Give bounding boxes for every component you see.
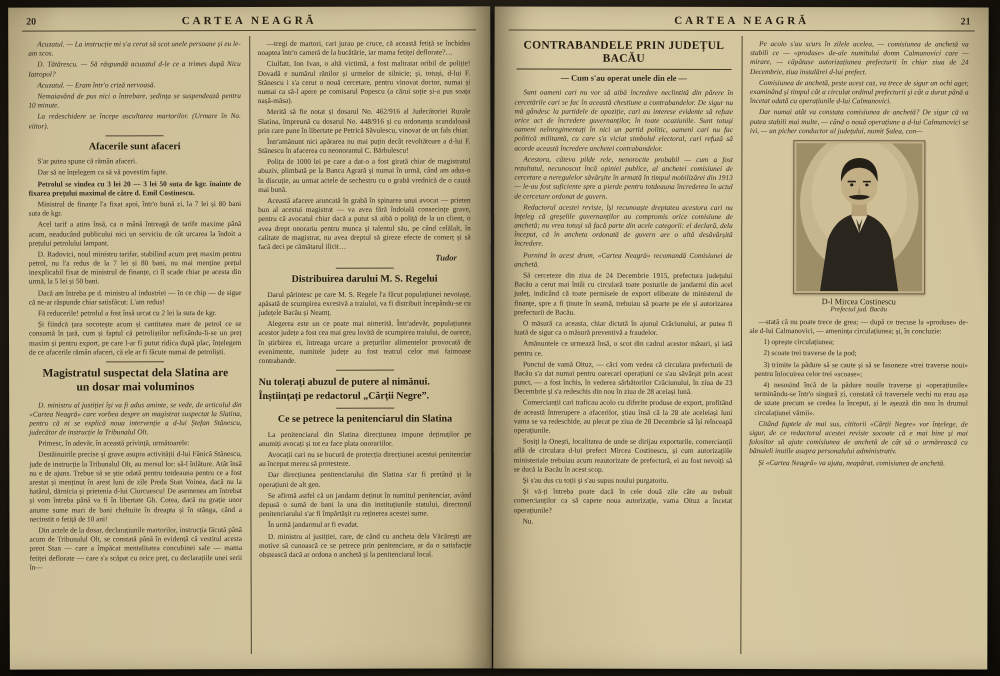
paragraph: O măsură ca aceasta, chiar dictată în ajunul Crăciunului, ar putea fi luată de sigur ca o măsură preventivă a fraudelor. xyxy=(514,318,733,337)
section-heading: Magistratul suspectat dela Slatina are un dosar mai voluminos xyxy=(42,366,229,394)
paragraph: Sunt oameni cari nu vor să aibă încredere neclintită din părere în cercetările cari se fac în această chestiune a contrabandelor. De sigur nu mă gândesc la partidele de opoziție, cari au interese evidente să refuze orice act de încredere guvernanților, în toate ocaziunile. Sunt totuși oameni neînregimentați în nici un partid politic, oameni cari nu fac politică militantă, cu care s'a viciat simbolul electoral, cari refuză să acorde această încredere anchetei contrabandelor. xyxy=(514,87,734,153)
paragraph: Pornind în acest drum, «Cartea Neagră» recomandă Comisiunei de anchetă. xyxy=(514,250,733,269)
paragraph: D. ministru al justiției, care, de când cu ancheta dela Văcărești are motive să cunoască ce se petrece prin penitenciare, ar da o satisfacție obștească dacă ar ordona o anchetă și la penitenciarul local. xyxy=(259,530,472,559)
paragraph: La redeschidere se începe ascultarea martorilor. (Urmare în No. viitor). xyxy=(28,111,241,131)
paragraph: Polița de 1000 lei pe care a dat-o a fost girată chiar de magistratul abuziv, plimbată pe la Banca Agrară și numai în urmă, când am adus-o în discuție, au urmat actele de sechestru cu o grabă vrednică de o cauză mai bună. xyxy=(258,156,471,194)
paragraph: În urmă jandarmul ar fi evadat. xyxy=(267,520,359,530)
article-body-end xyxy=(749,317,968,467)
section-heading: Afacerile sunt afaceri xyxy=(88,140,181,153)
paragraph: Primesc, în adevăr, în această privință, următoarele: xyxy=(38,438,190,448)
paragraph: D. ministru al justiției își va fi adus aminte, se vede, de articolul din «Cartea Neagră» care vorbea despre un magistrat suspectat la Slatina, pentru că ni se explică noua intervenție a d-lui Ștefan Stănescu, judecător de instrucție la Tribunalul Olt. xyxy=(29,399,242,437)
paragraph: Dar direcțiunea penitenciarului din Slatina s'ar fi pretând și la operațiuni de alt gen. xyxy=(258,469,472,489)
paragraph: Ministrul de finanțe l'a fixat apoi, într'o bună zi, la 7 lei și 80 bani suta de kgr. xyxy=(28,198,242,218)
section-heading: Ce se petrece la penitenciarul din Slatina xyxy=(277,413,453,426)
paragraph: Pe acolo s'au scurs în zilele acelea, — comisiunea de anchetă va stabili ce — «produse» de-ale numitului domn Calmanovici care — mirare, — căpătase autorizațiunea prefecturii în chiar ziua de 24 Decembrie, ziua instalărei d-lui prefect. xyxy=(750,39,969,76)
article-headline: CONTRABANDELE PRIN JUDEȚUL BACĂU xyxy=(517,40,732,71)
paragraph: Punctul de vamă Oituz, — căci vom vedea că circulara prefecturii de Bacău s'a dat numai pentru oarecari operațiuni ce s'au săvârșit prin acest punct, — a fost închis, în vederea sărbătorilor Crăciunului, în ziua de 23 Decembrie și s'a redeschis din nou în ziua de 28 aceiași lună. xyxy=(513,359,733,397)
paragraph: Nemaiavând de pus nici o întrebare, ședința se suspendează pentru 10 minute. xyxy=(28,90,241,110)
paragraph: Acuzatul. — Eram într'o criză nervoasă. xyxy=(37,79,156,90)
photo-caption xyxy=(793,297,925,313)
section-divider xyxy=(336,408,394,409)
portrait-photo xyxy=(793,140,925,313)
article-body xyxy=(514,88,733,526)
paragraph: Într'amănunt nici apărarea nu mai puțin decât revoltătoare a d-lui F. Stănescu în afacerea cu neonorantul C. Bărbulescu! xyxy=(257,136,471,156)
paragraph: Amănuntele ce urmează însă, o scot din cadrul acestor măsuri, și iată pentru ce. xyxy=(513,338,733,358)
page-left xyxy=(8,6,492,669)
right-page-columns xyxy=(505,36,976,655)
paragraph: D. Radovici, noul ministru tarifar, stabilind acum preț maxim pentru petrol, nu l'a redus de la 7 lei și 80 bani, nu mai menține prețul inexplicabil fixat de ministrul de finanțe, ci îl scade chiar pe acesta din urmă, la 5 lei și 50 bani. xyxy=(28,248,242,287)
paragraph: Alegerea este un ce poate mai nimerită. Într'adevăr, populațiunea acestor județe a fost cea mai greu lovită de scumpirea traiului, de oarece, în știrbirea ei, întreaga urcare a prețurilor alimentelor provocată de evenimente, numitele județe au fost teatrul celor mai faimoase contrabande. xyxy=(258,318,472,365)
section-divider xyxy=(336,268,394,269)
paragraph: Dar numai atât va constata comisiunea de anchetă? De sigur că va putea stabili mai multe, — când o nouă operațiune a d-lui Calmanovici se ivi, — un picher conductor al județului, numit Șalea, con— xyxy=(749,107,969,136)
paragraph: Și «Cartea Neagră» va ajuta, neapărat, comisiunea de anchetă. xyxy=(758,457,945,467)
section-heading: Distribuirea darului M. S. Regelui xyxy=(291,273,438,286)
portrait-illustration xyxy=(796,143,922,291)
paragraph: Acel tarif a atins însă, ca o mână întreagă de tarife maxime până acum, neaducând publicului nici un serviciu de cât urcarea la îndoit a prețului petrolului lampant. xyxy=(28,219,242,248)
paragraph: Redactorul acestei reviste, își recunoaște dreptatea acestora cari nu înțeleg că greșelile guvernanților au compromis orice comisiune de anchetă; nu vrea totuși să facă parte din acele categorii: el declară, dela început, că în ancheta ordonată de guvern are o altă desăvârșită încredere. xyxy=(514,202,733,249)
left-page-columns xyxy=(20,35,480,654)
left-page-column-2 xyxy=(249,35,480,654)
right-page-column-1 xyxy=(505,36,741,654)
paragraph: Dacă am întreba pe d. ministru al industriei — în ce chip — de sigur că ne-ar răspunde chiar satisfăcut: L'am redus! xyxy=(28,287,242,307)
paragraph: Acuzatul. — La instrucție mi s'a cerut să scot unele persoane și eu le-am scos. xyxy=(28,39,241,58)
paragraph: Și s'au dus cu toții și s'au supus noului purgatoriu. xyxy=(522,475,669,485)
section-divider xyxy=(106,361,164,362)
callout-notice: Nu tolerați abuzul de putere al nimănui. Înștiințați pe redactorul „Cărții Negre”. xyxy=(258,376,430,402)
paragraph: Merită să fie notat și dosarul No. 462/916 al Judecătoriei Rurale Slatina, împreună cu dosarul No. 448/916 și cu ordonanța scandaloasă prin care pune în libertate pe Petrică Săvulescu, vinovat de un fals chiar. xyxy=(257,106,471,135)
author-signature: Tudor xyxy=(435,252,457,263)
paragraph: Se afirmă astfel că un jandarm deținut în numitul penitenciar, având depusă o sumă de bani la una din instituțiunile statului, directorul penitenciarului s'ar fi împărtășit cu reținerea acestei sume. xyxy=(258,490,472,519)
right-page-column-2 xyxy=(740,36,977,654)
section-divider xyxy=(106,135,164,136)
photo-caption-role: Prefectul jud. Bacău xyxy=(830,306,888,314)
list-item: 1) oprește circulațiunea; xyxy=(763,337,835,347)
paragraph: Dar să ne înțelegem ca să vă povestim fapte. xyxy=(37,167,168,177)
section-divider xyxy=(336,370,394,371)
paragraph: Comisiunea de anchetă, peste acest caz, va trece de sigur un ochi ager, examinând și timpul cât a circulat ordinul prefecturii și cât a durat până a încetat odată cu operațiunile d-lui Calmanovici. xyxy=(749,77,969,106)
paragraph: Și fiindcă țara socotește acum și cantitatea mare de petrol ce se consumă în țară, cum și faptul că petroliștilor nefixându-li-se un preț maxim și pentru export, pe care l-ar fi putut ridica după plac, înțelegem de ce afacerile rămân afaceri, că ele ar fi făcute numai de petroliști. xyxy=(28,319,242,357)
page-header-right xyxy=(509,15,975,32)
paragraph: D. Tătărescu. — Să răspundă acuzatul d-le ce a trimes după Nicu Iatropol? xyxy=(28,59,241,79)
paragraph: —tregi de martori, cari jurau pe cruce, că această fetiță se închidea noaptea într'o cameră de la bucătărie, iar mama fetiței deflorate?… xyxy=(257,38,471,58)
article-body-continued xyxy=(750,39,969,135)
paragraph: Comercianții cari traficau acolo cu diferite produse de export, profitând de această întrerupere a afacerilor, știau însă că la 28 ale aceleiași luni vama se va redeschide, au plecat pe ziua de 28 Decembrie să își reînceapă operațiunile. xyxy=(513,397,733,435)
page-number-right: 21 xyxy=(960,16,971,28)
paragraph: Să cerceteze din ziua de 24 Decembrie 1915, prefectura județului Bacău a cerut mai întâi cu circulară toate posturile de jandarmi din acel județ, indicând că toate permisele de export eliberate de ministerul de finanțe, spre a fi ținute în seamă, trebuiau să poarte pe ele și autorizarea prefecturii de Bacău. xyxy=(514,270,733,317)
paragraph: Sosiți la Onești, localitatea de unde se dirijau exporturile, comercianții află de circulara d-lui prefect Mircea Costinescu, și cum autorizațiile ministeriale trebuiau acum reautorizate de prefectură, ei au fost nevoiți să se ducă la Bacău în acest scop. xyxy=(513,436,733,474)
list-item: 4) nesosind încă de la pădure nouile traverse și «operațiunile» terminându-se într'o singură zi, constată că traversele vechi nu erau așa de uzate precum se credea la început, și le așează din nou în drumul circulațiunei vămii». xyxy=(754,380,968,417)
masthead-title: CARTEA NEAGRĂ xyxy=(181,14,317,28)
photo-caption-name: D-l Mircea Costinescu xyxy=(821,297,896,307)
paragraph: —stată că nu poate trece de grea; — după ce trecuse la «produse» de-ale d-lui Calmanovici, — amenința circulațiunea; și, în concluzie: xyxy=(749,316,969,336)
paragraph: Și vă-ți întreba poate dacă în cele două zile câte au trebuit comercianților ca să capete noua autorizație, vama Oituz a încetat operațiunile? xyxy=(513,486,733,515)
paragraph: Darul părintesc pe care M. S. Regele l'a făcut populațiunei nevoiașe, apăsată de scumpirea excesivă a traiului, va fi distribuit începându-se cu județele Bacău și Neamț. xyxy=(258,289,471,317)
masthead-title: CARTEA NEAGRĂ xyxy=(674,14,810,28)
paragraph: Citând faptele de mai sus, cititorii «Cărții Negre» vor înțelege, de sigur, de ce redactorul acestei reviste socoate că e mai bine și mai folositor să ajute comisiunea de anchetă de cât să o urmărească cu bănuieli inutile asupra personalului administrativ. xyxy=(749,418,968,456)
list-item: 3) trimite la pădure să se caute și să se fasoneze «trei traverse noui» pentru înlocuirea celor trei «scoase»; xyxy=(754,359,968,379)
paragraph: Destăinuirile precise și grave asupra activității d-lui Fănică Stănescu, jude de instrucție la Tribunalul Olt, au mersul lor: să-l înlăture. Atât însă nu e de ajuns. Trebue să se știe odată pentru totdeauna pentru ce a fost arestat și menținut în arest luni de zile Preda Stan Voinea, dacă nu la hatârul, dărnicia și prietenia d-lui Ciurcuescu! De asemenea am întrebat și vom întreba până va fi în libertate Gh. Cotea, dacă nu grație unor anume sume mari de bani cheltuite în dreapta și în stânga, când a necinstit o fetiță de 10 ani! xyxy=(29,449,242,524)
page-right xyxy=(493,6,988,669)
paragraph: Avocații cari nu se bucură de protecția direcțiunei acestui penitenciar au început mereu să protesteze. xyxy=(258,449,472,469)
paragraph: Fă reducerile! petrolul a fost însă urcat cu 2 lei la suta de kgr. xyxy=(37,308,217,318)
paragraph: Petrolul se vindea cu 3 lei 20 — 3 lei 50 suta de kgr. înainte de fixarea prețului maximal de către d. Emil Costinescu. xyxy=(28,178,242,198)
article-subtitle: — Cum s'au operat unele din ele — xyxy=(560,74,687,84)
left-page-column-1 xyxy=(20,36,250,655)
page-header-left xyxy=(22,14,476,31)
photo-frame xyxy=(793,140,925,294)
paragraph: La penitenciarul din Slatina direcțiunea impune deținuților pe anumiți avocați și tot ea face plata onorariilor. xyxy=(258,429,472,448)
paragraph: Nu. xyxy=(522,516,534,526)
page-number-left: 20 xyxy=(26,16,37,28)
paragraph: S'ar putea spune că rămân afaceri. xyxy=(37,156,137,166)
paragraph: Din actele de la dosar, declarațiunile martorilor, instrucția făcută până acum de Tribunalul Olt, se constată până în evidență că vestitul acesta preot Stan — care a împăcat mentalitatea concubinei sale — mama fetiței deflorate — care s'a scăpat cu orice preț, cu declarațiile unei serii în— xyxy=(29,524,243,572)
paragraph: Această afacere aruncată în grabă în spinarea unui avocat — prieten bun al acestui magistrat — va avea fără îndoială consecințe grave, pentru că avocatul chiar dacă a putut să aibă o poliță de la un client, o avea drept onorariu pentru munca și talentul său, pe când celălalt, în calitate de magistrat, nu avea dreptul să gireze efecte de comerț și să facă deci pe cămătarul ilicit… xyxy=(258,195,471,251)
paragraph: Acestora, câteva pilde rele, nenorocite probabil — cum a fost rezultatul, necunoscut încă opiniei publice, al anchetei comisiunei de cercetare a neregulelor săvârșite în armată în timpul mobilizărei din 1913 — le-au fost suficiente spre a pierde pentru totdeauna încrederea în actul de cercetare ordonat de guvern. xyxy=(514,154,733,201)
paragraph: Ciulfatt, Ion Ivan, o altă victimă, a fost maltratat oribil de poliție! Dovadă e numărul rănilor și urmelor de silnicie; și, totuși, d-lui F. Stănescu i s'a cerut o nouă cercetare, pentru vinovat doctor, numai și numai ca să-l apere pe comisarul Popescu (a cărui soție și-a pus soața nașă-măsa). xyxy=(257,58,471,106)
list-item: 2) scoate trei traverse de la pod; xyxy=(763,348,857,358)
